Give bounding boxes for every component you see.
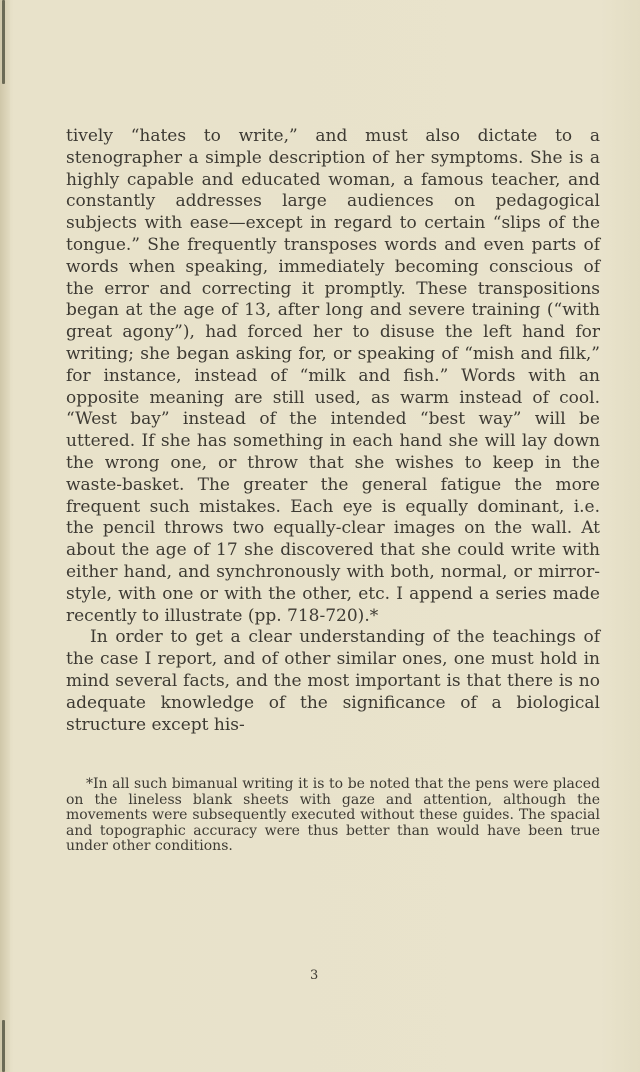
page-number: 3	[310, 968, 319, 983]
paragraph-1: tively “hates to write,” and must also dictate to a stenographer a simple description of her symptoms. She is a highly capable and educated woman, a famous teacher, and constantly addresses large audiences on pedagogical subjects with ease—except in regard to certain “slips of the tongue.” She frequently transposes words and even parts of words when speaking, immediately becoming conscious of the error and correcting it promptly. These transpositions began at the age of 13, after long and severe training (“with great agony”), had forced her to disuse the left hand for writing; she began asking for, or speaking of “mish and filk,” for instance, instead of “milk and fish.” Words with an opposite meaning are still used, as warm instead of cool. “West bay” instead of the intended “best way” will be uttered. If she has something in each hand she will lay down the wrong one, or throw that she wishes to keep in the waste-basket. The greater the general fatigue the more frequent such mistakes. Each eye is equally dominant, i.e. the pencil throws two equally-clear images on the wall. At about the age of 17 she discovered that she could write with either hand, and synchronously with both, normal, or mirror-style, with one or with the other, etc. I append a series made recently to illustrate (pp. 718-720).*	[66, 126, 600, 626]
body-text	[66, 126, 600, 736]
spine-mark-bottom	[2, 1020, 5, 1072]
page-gutter	[0, 0, 10, 1072]
paragraph-2: In order to get a clear understanding of the teachings of the case I report, and of other similar ones, one must hold in mind several facts, and the most important is that there is no adequate knowledge of the significance of a biological structure except his-	[66, 627, 600, 735]
footnote: *In all such bimanual writing it is to be noted that the pens were placed on the lineless blank sheets with gaze and attention, although the movements were subsequently executed without these guides. The spacial and topographic accuracy were thus better than would have been true under other conditions.	[66, 776, 600, 854]
spine-mark-top	[2, 0, 5, 84]
